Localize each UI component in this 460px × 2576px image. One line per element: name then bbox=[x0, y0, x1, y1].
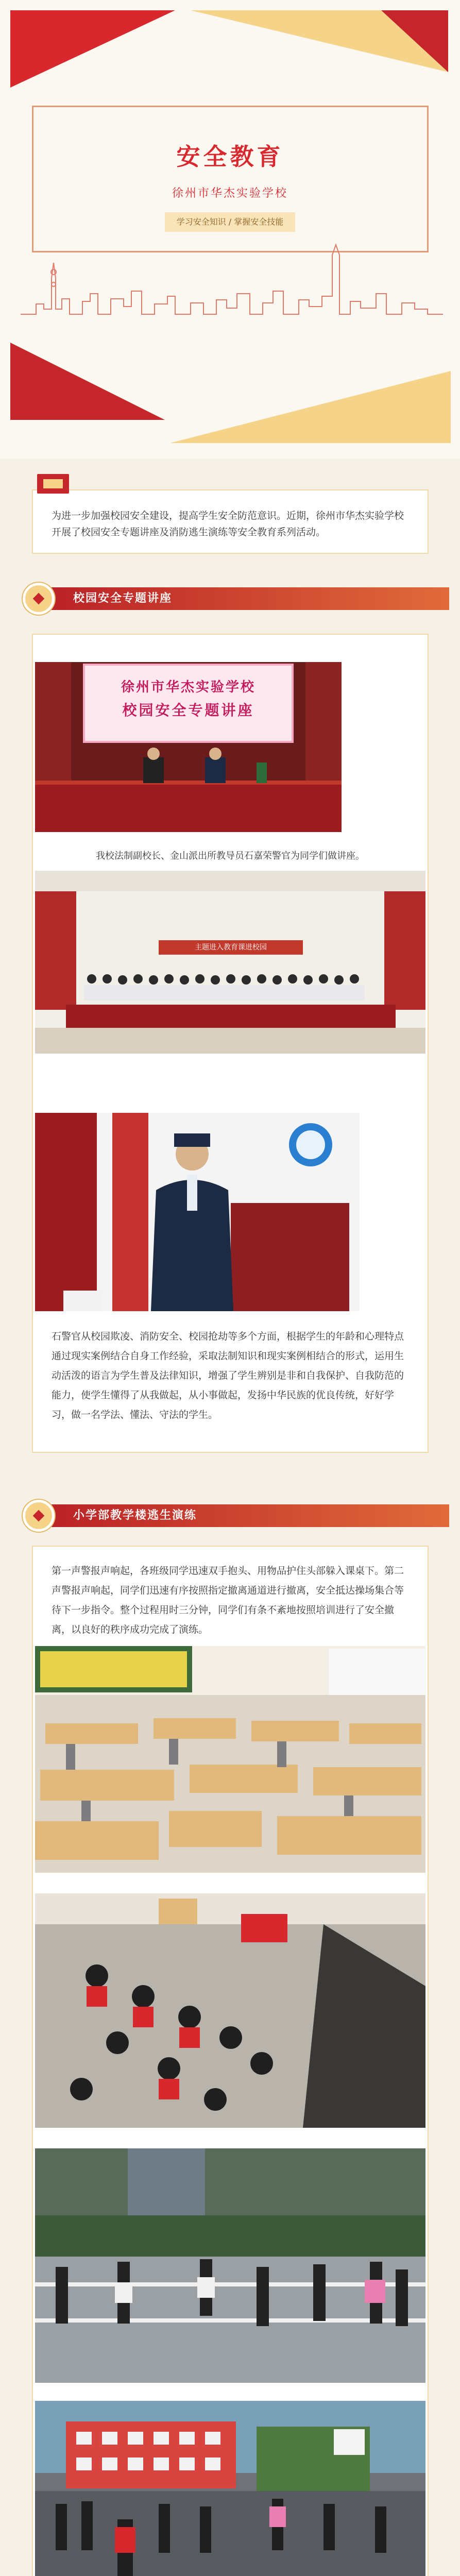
officer-speaking-photo bbox=[35, 1113, 360, 1311]
section1-title: 校园安全专题讲座 bbox=[73, 592, 173, 605]
school-name: 徐州市华杰实验学校 bbox=[172, 187, 288, 200]
section1-badge-icon bbox=[23, 583, 55, 615]
banner-lecture-title: 校园安全专题讲座 bbox=[122, 702, 254, 719]
intro-text: 为进一步加强校园安全建设，提高学生安全防范意识。近期，徐州市华杰实验学校开展了校园安全专题讲座及消防逃生演练等安全教育系列活动。 bbox=[52, 510, 404, 538]
banner-school-name: 徐州市华杰实验学校 bbox=[121, 680, 255, 695]
drill-paragraph: 第一声警报声响起，各班级同学迅速双手抱头、用物品护住头部躲入课桌下。第二声警报声响起，同学们迅速有序按照指定撤离通道进行撤离，安全抵达操场集合等待下一步指令。整个过程用时三分钟，同学们有条不紊地按照培训进行了安全撤离，以良好的秩序成功完成了演练。 bbox=[52, 1565, 404, 1635]
playground-running-photo bbox=[35, 2401, 425, 2576]
page-title: 安全教育 bbox=[176, 143, 284, 171]
tagline: 学习安全知识 / 掌握安全技能 bbox=[165, 212, 295, 232]
lecture-paragraph: 石警官从校园欺凌、消防安全、校园抢劫等多个方面，根据学生的年龄和心理特点通过现实案例结合自身工作经验，采取法制知识和现实案例相结合的形式，运用生动活泼的语言为学生普及法律知识，增强了学生辨别是非和自我保护、自我防范的能力，使学生懂得了从我做起，从小事做起，发扬中华民族的优良传统，好好学习，做一名学法、懂法、守法的学生。 bbox=[52, 1331, 404, 1420]
lecture-stage-photo bbox=[35, 662, 342, 832]
city-skyline-illustration bbox=[21, 242, 443, 319]
auditorium-photo bbox=[35, 871, 425, 1054]
section2-title: 小学部教学楼逃生演练 bbox=[73, 1509, 197, 1522]
classroom-drill-photo bbox=[35, 1646, 425, 1873]
decor-triangle-top-left bbox=[10, 10, 175, 88]
stairwell-evacuation-photo bbox=[35, 1893, 425, 2128]
lecture-caption: 我校法制副校长、金山派出所教导员石嘉荣警官为同学们做讲座。 bbox=[96, 851, 365, 861]
section2-badge-icon bbox=[23, 1500, 55, 1532]
auditorium-banner: 主题进入教育课进校园 bbox=[195, 943, 267, 952]
courtyard-running-photo bbox=[35, 2148, 425, 2383]
intro-tag-icon bbox=[37, 474, 69, 494]
